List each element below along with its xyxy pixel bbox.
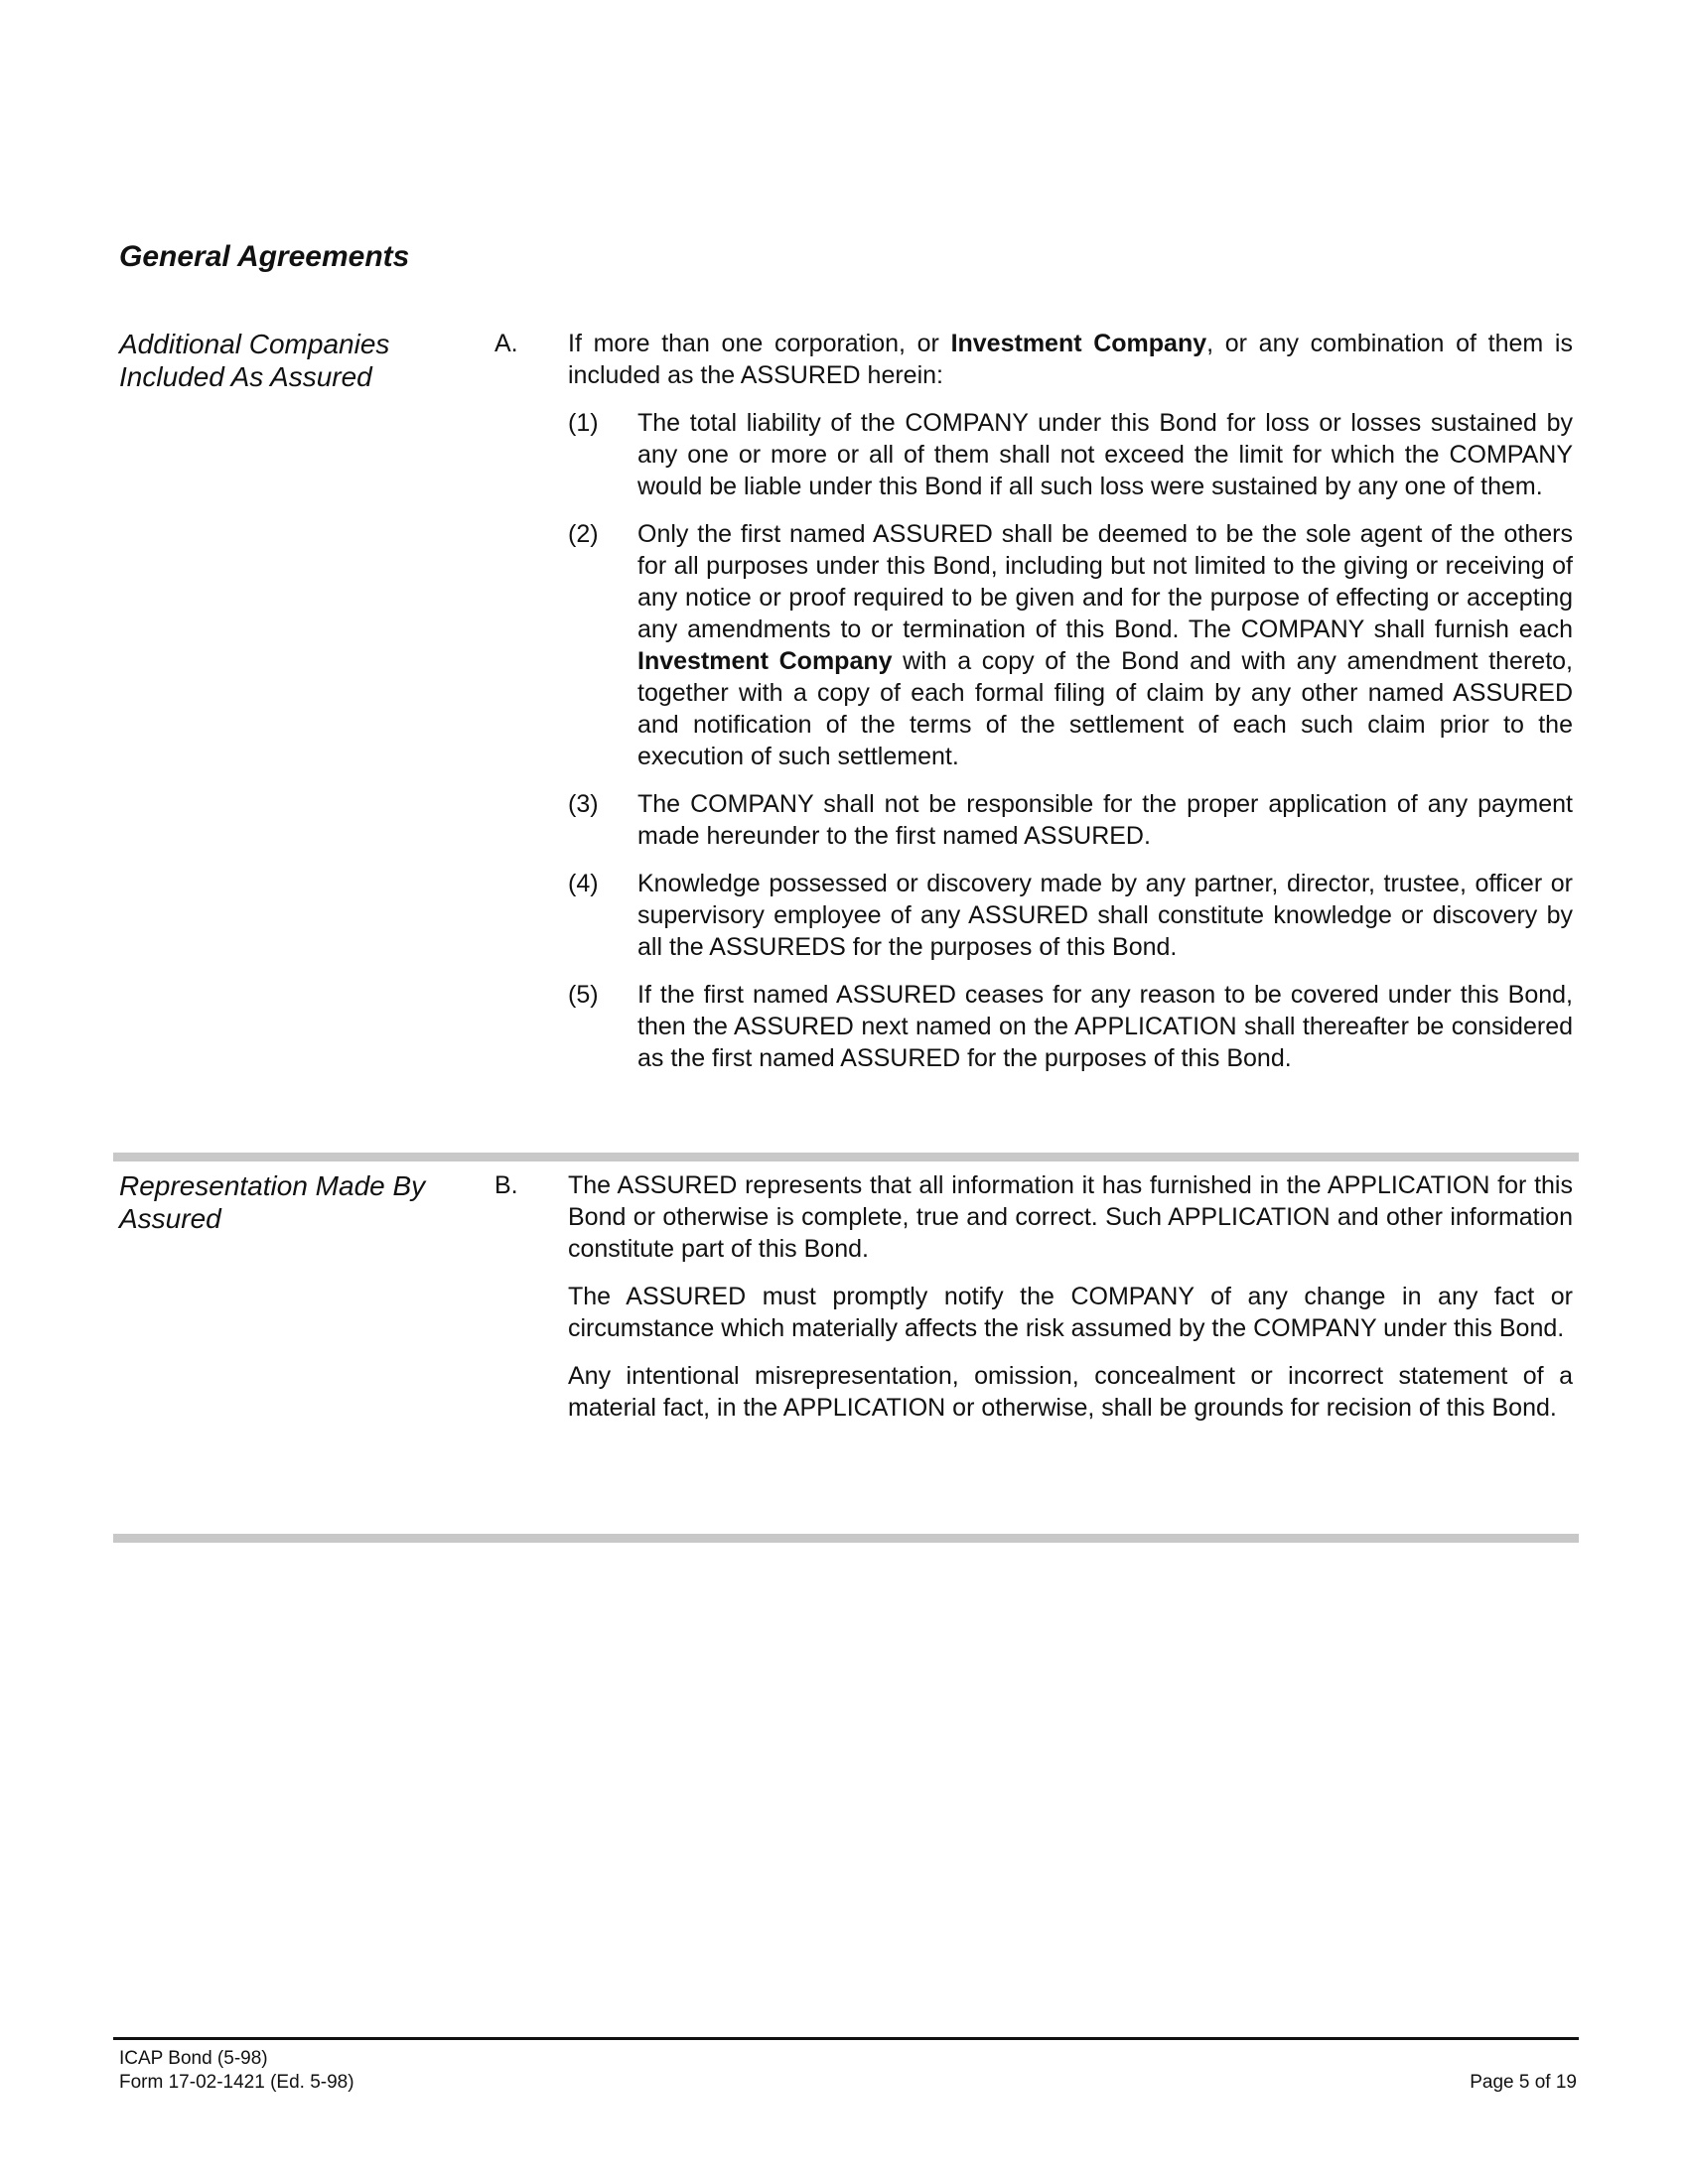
list-item-number: (2) [568, 520, 599, 548]
section-divider [113, 1153, 1579, 1161]
investment-company-term: Investment Company [950, 330, 1207, 357]
footer-rule [113, 2037, 1579, 2040]
section-b-letter: B. [494, 1171, 518, 1199]
list-item-text: If the first named ASSURED ceases for any reason to be covered under this Bond, then the ASSURED next named on the APPLICATION shall thereafter be considered as the first named ASSURED for the purposes of this Bond. [637, 981, 1573, 1072]
page-title: General Agreements [119, 240, 410, 273]
section-a-letter: A. [494, 330, 518, 357]
section-b-side-label-line1: Representation Made By [119, 1170, 426, 1201]
section-a-side-label-line1: Additional Companies [119, 329, 390, 359]
list-item-text: The COMPANY shall not be responsible for the proper application of any payment made hereunder to the first named ASSURED. [637, 790, 1573, 850]
list-item-text: Knowledge possessed or discovery made by any partner, director, trustee, officer or supervisory employee of any ASSURED shall constitute knowledge or discovery by all the ASSUREDS for the purposes of this Bond. [637, 870, 1573, 961]
list-item-number: (1) [568, 409, 599, 437]
list-item [568, 518, 1573, 772]
section-b-side-label-line2: Assured [119, 1203, 221, 1234]
list-item-text: Only the first named ASSURED shall be deemed to be the sole agent of the others for all purposes under this Bond, including but not limited to the giving or receiving of any notice or proof required to be given and for the purpose of effecting or accepting any amendments to or termination of this Bond. The COMPANY shall furnish each Investment Company with a copy of the Bond and with any amendment thereto, together with a copy of each formal filing of claim by any other named ASSURED and notification of the terms of the settlement of each such claim prior to the execution of such settlement. [637, 520, 1573, 770]
section-divider [113, 1534, 1579, 1543]
section-b-paragraph: Any intentional misrepresentation, omission, concealment or incorrect statement of a material fact, in the APPLICATION or otherwise, shall be grounds for recision of this Bond. [568, 1362, 1573, 1422]
list-item-number: (4) [568, 870, 599, 897]
list-item [568, 979, 1573, 1074]
section-a-side-label [119, 328, 457, 393]
list-item-number: (3) [568, 790, 599, 818]
footer-page-number: Page 5 of 19 [1470, 2072, 1577, 2093]
section-b-paragraph: The ASSURED represents that all information it has furnished in the APPLICATION for this Bond or otherwise is complete, true and correct. Such APPLICATION and other information constitute part of this Bond. [568, 1171, 1573, 1263]
list-item-number: (5) [568, 981, 599, 1009]
list-item-text: The total liability of the COMPANY under this Bond for loss or losses sustained by any one or more or all of them shall not exceed the limit for which the COMPANY would be liable under this Bond if all such loss were sustained by any one of them. [637, 409, 1573, 500]
footer-bond-name: ICAP Bond (5-98) [119, 2048, 268, 2069]
list-item [568, 407, 1573, 502]
list-item [568, 788, 1573, 852]
section-a-side-label-line2: Included As Assured [119, 361, 372, 392]
list-item [568, 868, 1573, 963]
section-a-body [568, 328, 1573, 1090]
section-a-intro: If more than one corporation, or Investment Company, or any combination of them is included as the ASSURED herein: [568, 330, 1573, 389]
section-b-body [568, 1169, 1573, 1439]
footer-form-number: Form 17-02-1421 (Ed. 5-98) [119, 2072, 354, 2093]
investment-company-term: Investment Company [637, 647, 893, 675]
section-b-paragraph: The ASSURED must promptly notify the COMPANY of any change in any fact or circumstance which materially affects the risk assumed by the COMPANY under this Bond. [568, 1283, 1573, 1342]
section-b-side-label [119, 1169, 457, 1235]
